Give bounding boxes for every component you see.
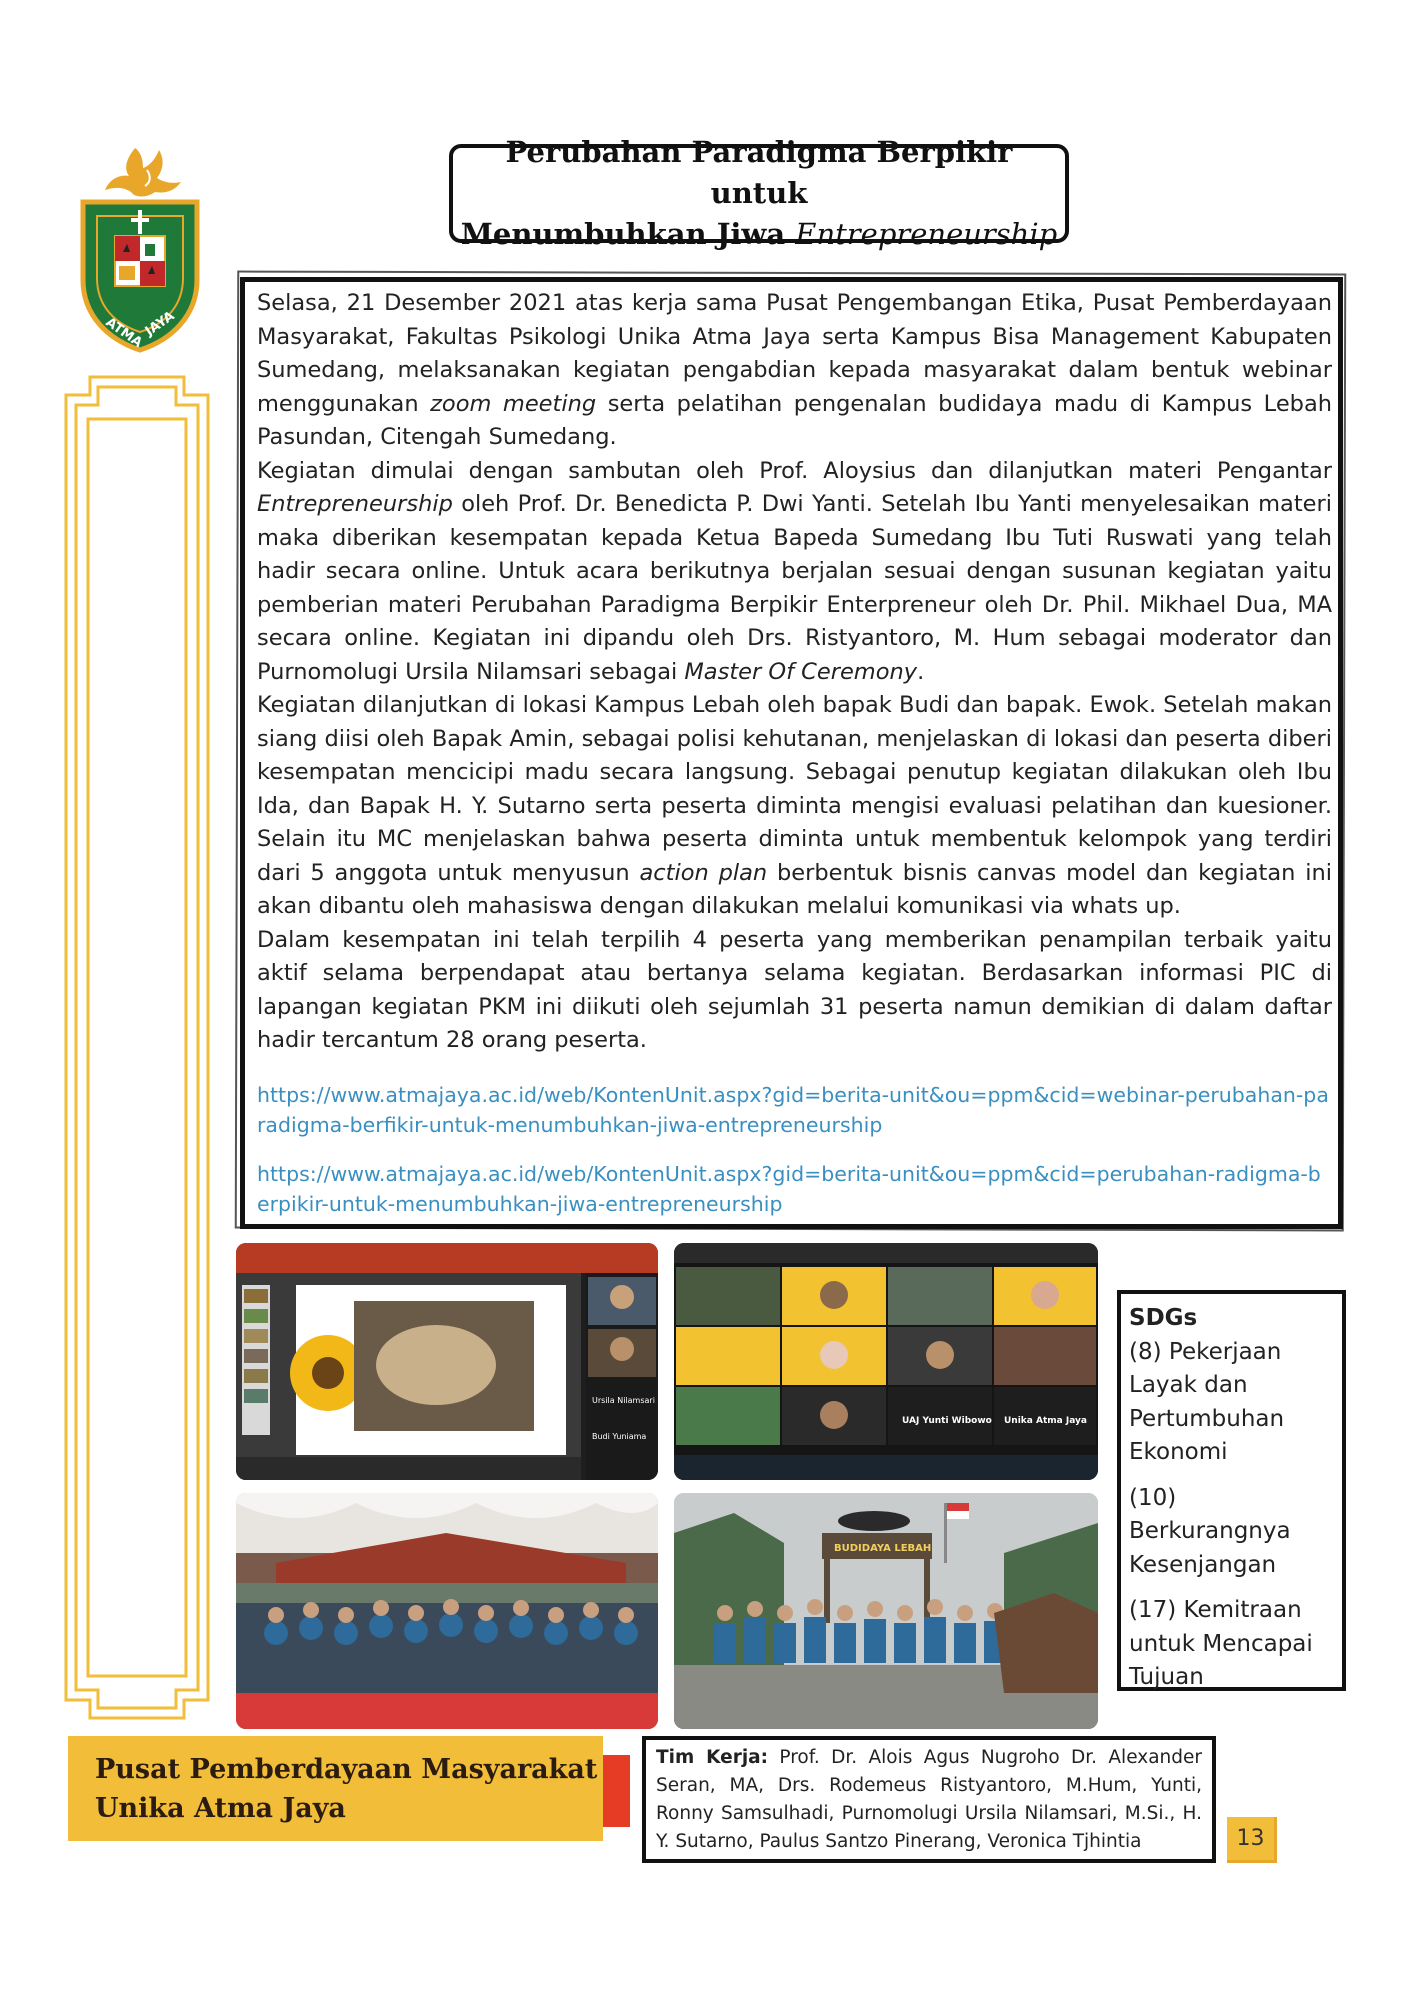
team-members: Prof. Dr. Alois Agus Nugroho Dr. Alexander Seran, MA, Drs. Rodemeus Ristyantoro, M.Hum, Yunti, Ronny Samsulhadi, Purnomolugi Ursila Nilamsari, M.Si., H. Y. Sutarno, Paulus Santzo Pinerang, Veronica Tjhintia xyxy=(656,1747,1202,1852)
p3-text-b: berbentuk bisnis canvas model dan kegiatan ini akan dibantu oleh mahasiswa dengan dilakukan melalui komunikasi via whats up. xyxy=(257,859,1332,919)
team-box xyxy=(642,1736,1216,1863)
p1-text-a: Selasa, 21 Desember 2021 atas kerja sama Pusat Pengembangan Etika, Pusat Pemberdayaan Masyarakat, Fakultas Psikologi Unika Atma Jaya serta Kampus Bisa Management Kabupaten Sumedang, melaksanakan kegiatan pengabdian kepada masyarakat dalam bentuk webinar menggunakan xyxy=(257,290,1332,417)
zoom-gallery-scene xyxy=(674,1243,1098,1480)
group-outdoor-scene xyxy=(674,1493,1098,1729)
p2-italic-1: Entrepreneurship xyxy=(257,491,453,517)
p2-text-b: oleh Prof. Dr. Benedicta P. Dwi Yanti. Setelah Ibu Yanti menyelesaikan materi maka diberikan kesempatan kepada Ketua Bapeda Sumedang Ibu Tuti Ruswati yang telah hadir secara online. Untuk acara berikutnya berjalan sesuai dengan susunan kegiatan yaitu pemberian materi Perubahan Paradigma Berpikir Enterpreneur oleh Dr. Phil. Mikhael Dua, MA secara online. Kegiatan ini dipandu oleh Drs. Ristyantoro, M. Hum sebagai moderator dan Purnomolugi Ursila Nilamsari sebagai xyxy=(257,491,1332,685)
sdgs-heading: SDGs xyxy=(1129,1305,1198,1331)
team-label: Tim Kerja: xyxy=(656,1747,769,1768)
sdg-item: (10) Berkurangnya Kesenjangan xyxy=(1129,1484,1291,1578)
page-title-box xyxy=(449,135,1069,251)
paragraph-2 xyxy=(257,455,1332,690)
paragraph-3 xyxy=(257,689,1332,924)
zoom-presentation-scene xyxy=(236,1243,658,1480)
organization-name-line1: Pusat Pemberdayaan Masyarakat xyxy=(95,1754,598,1785)
logo-text-left: ATMA xyxy=(102,314,145,351)
p1-italic: zoom meeting xyxy=(430,390,597,417)
gallery-participant-2: Unika Atma Jaya xyxy=(1004,1416,1087,1426)
gallery-participant-1: UAJ Yunti Wibowo xyxy=(902,1416,992,1426)
dove-icon xyxy=(105,148,181,197)
page-title-line2-plain: Menumbuhkan Jiwa xyxy=(460,217,796,251)
sdg-item: (8) Pekerjaan Layak dan Pertumbuhan Ekonomi xyxy=(1129,1338,1285,1465)
photo-zoom-presentation xyxy=(236,1243,658,1480)
page-title-line2-italic: Entrepreneurship xyxy=(795,217,1058,251)
p2-italic-2: Master Of Ceremony xyxy=(684,658,918,685)
paragraph-1 xyxy=(257,287,1332,455)
page-title-line2 xyxy=(453,214,1065,255)
article-body xyxy=(257,287,1332,1058)
decorative-gold-frame xyxy=(62,375,212,1720)
article-link-1[interactable]: https://www.atmajaya.ac.id/web/KontenUnit.aspx?gid=berita-unit&ou=ppm&cid=webinar-perubahan-paradigma-berfikir-untuk-menumbuhkan-jiwa-entrepreneurship xyxy=(257,1083,1329,1137)
p1-text-b: serta pelatihan pengenalan budidaya madu di Kampus Lebah Pasundan, Citengah Sumedang. xyxy=(257,390,1332,450)
sdgs-box xyxy=(1117,1290,1346,1691)
group-tent-scene xyxy=(236,1493,658,1729)
p3-italic: action plan xyxy=(639,859,768,886)
p2-text-c: . xyxy=(917,658,925,685)
sdg-item: (17) Kemitraan untuk Mencapai Tujuan xyxy=(1129,1597,1313,1690)
organization-banner xyxy=(68,1736,603,1841)
zoom-participant-2: Budi Yuniama xyxy=(592,1432,647,1441)
photo-group-outdoor xyxy=(674,1493,1098,1729)
atma-jaya-logo xyxy=(75,140,205,355)
photo-group-tent xyxy=(236,1493,658,1729)
photo-zoom-gallery xyxy=(674,1243,1098,1480)
zoom-participant-1: Ursila Nilamsari xyxy=(592,1396,655,1405)
page-number: 13 xyxy=(1227,1817,1277,1863)
logo-text-right: JAYA xyxy=(142,308,178,340)
page-title-line1: Perubahan Paradigma Berpikir untuk xyxy=(505,135,1013,210)
paragraph-4: Dalam kesempatan ini telah terpilih 4 peserta yang memberikan penampilan terbaik yaitu aktif selama berpendapat atau bertanya selama kegiatan. Berdasarkan informasi PIC di lapangan kegiatan PKM ini diikuti oleh sejumlah 31 peserta namun demikian di dalam daftar hadir tercantum 28 orang peserta. xyxy=(257,926,1332,1053)
article-link-2[interactable]: https://www.atmajaya.ac.id/web/KontenUnit.aspx?gid=berita-unit&ou=ppm&cid=perubahan-radigma-berpikir-untuk-menumbuhkan-jiwa-entrepreneurship xyxy=(257,1162,1321,1216)
organization-name-line2: Unika Atma Jaya xyxy=(95,1793,346,1824)
shield-emblem xyxy=(83,202,197,350)
p2-text-a: Kegiatan dimulai dengan sambutan oleh Prof. Aloysius dan dilanjutkan materi Pengantar xyxy=(257,457,1332,484)
p3-text-a: Kegiatan dilanjutkan di lokasi Kampus Lebah oleh bapak Budi dan bapak. Ewok. Setelah makan siang diisi oleh Bapak Amin, sebagai polisi kehutanan, menjelaskan di lokasi dan peserta diberi kesempatan mencicipi madu secara langsung. Sebagai penutup kegiatan dilakukan oleh Ibu Ida, dan Bapak H. Y. Sutarno serta peserta diminta mengisi evaluasi pelatihan dan kuesioner. Selain itu MC menjelaskan bahwa peserta diminta untuk membentuk kelompok yang terdiri dari 5 anggota untuk menyusun xyxy=(257,692,1332,886)
sign-text: BUDIDAYA LEBAH xyxy=(834,1543,932,1554)
